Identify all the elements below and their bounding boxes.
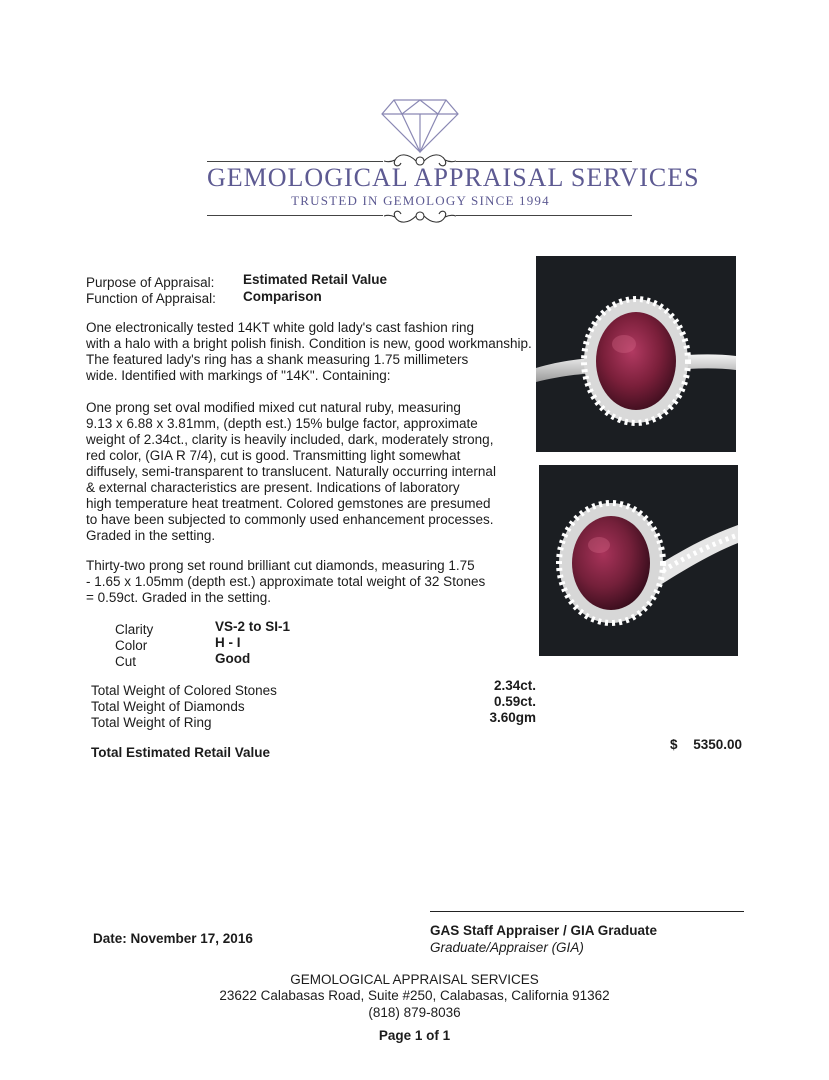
desc-line: high temperature heat treatment. Colored gemstones are presumed: [86, 496, 491, 511]
header-bottom-rule-right: [456, 215, 632, 216]
desc-line: The featured lady's ring has a shank measuring 1.75 millimeters: [86, 352, 469, 367]
grade-label: Cut: [115, 654, 137, 669]
grade-value: H - I: [215, 635, 241, 650]
function-value: Comparison: [243, 289, 322, 304]
grade-label: Color: [115, 638, 148, 653]
desc-line: One electronically tested 14KT white gold lady's cast fashion ring: [86, 320, 475, 335]
desc-line: red color, (GIA R 7/4), cut is good. Transmitting light somewhat: [86, 448, 461, 463]
total-label: Total Weight of Ring: [91, 715, 212, 730]
purpose-label: Purpose of Appraisal:: [86, 275, 215, 290]
grade-value: VS-2 to SI-1: [215, 619, 291, 634]
total-value: 2.34ct.: [493, 678, 536, 693]
desc-line: with a halo with a bright polish finish. Condition is new, good workmanship.: [86, 336, 532, 351]
desc-line: wide. Identified with markings of "14K". Containing:: [86, 368, 391, 383]
desc-line: 9.13 x 6.88 x 3.81mm, (depth est.) 15% bulge factor, approximate: [86, 416, 478, 431]
company-title: GEMOLOGICAL APPRAISAL SERVICES: [207, 163, 700, 192]
function-label: Function of Appraisal:: [86, 291, 216, 306]
desc-line: Graded in the setting.: [86, 528, 216, 543]
report-date: Date: November 17, 2016: [93, 931, 253, 946]
footer-phone: (818) 879-8036: [368, 1005, 461, 1020]
retail-label: Total Estimated Retail Value: [91, 745, 271, 760]
appraiser-subtitle: Graduate/Appraiser (GIA): [430, 940, 584, 955]
total-label: Total Weight of Colored Stones: [91, 683, 277, 698]
header-top-rule: [207, 161, 383, 162]
header-bottom-rule: [207, 215, 383, 216]
appraiser-title: GAS Staff Appraiser / GIA Graduate: [430, 923, 658, 938]
retail-amount: 5350.00: [693, 737, 742, 752]
desc-line: & external characteristics are present. Indications of laboratory: [86, 480, 460, 495]
total-value: 0.59ct.: [493, 694, 536, 709]
desc-line: One prong set oval modified mixed cut natural ruby, measuring: [86, 400, 461, 415]
page-number: Page 1 of 1: [378, 1028, 451, 1043]
footer-company: GEMOLOGICAL APPRAISAL SERVICES: [290, 972, 539, 987]
ring-photo-side: [539, 465, 738, 656]
grade-value: Good: [215, 651, 251, 666]
signature-line: [430, 911, 744, 912]
desc-line: to have been subjected to commonly used enhancement processes.: [86, 512, 494, 527]
retail-currency: $: [670, 737, 678, 752]
diamond-icon: [380, 96, 460, 154]
desc-line: diffusely, semi-transparent to translucent. Naturally occurring internal: [86, 464, 496, 479]
footer-address: 23622 Calabasas Road, Suite #250, Calabasas, California 91362: [219, 988, 610, 1003]
desc-line: - 1.65 x 1.05mm (depth est.) approximate total weight of 32 Stones: [86, 574, 486, 589]
ring-photo-top: [536, 256, 736, 452]
total-value: 3.60gm: [489, 710, 536, 725]
company-tagline: TRUSTED IN GEMOLOGY SINCE 1994: [291, 193, 550, 208]
total-label: Total Weight of Diamonds: [91, 699, 245, 714]
desc-line: Thirty-two prong set round brilliant cut diamonds, measuring 1.75: [86, 558, 475, 573]
ornament-bottom-icon: [383, 205, 457, 227]
header-top-rule-right: [456, 161, 632, 162]
desc-line: = 0.59ct. Graded in the setting.: [86, 590, 271, 605]
desc-line: weight of 2.34ct., clarity is heavily included, dark, moderately strong,: [86, 432, 494, 447]
purpose-value: Estimated Retail Value: [243, 272, 388, 287]
grade-label: Clarity: [115, 622, 154, 637]
